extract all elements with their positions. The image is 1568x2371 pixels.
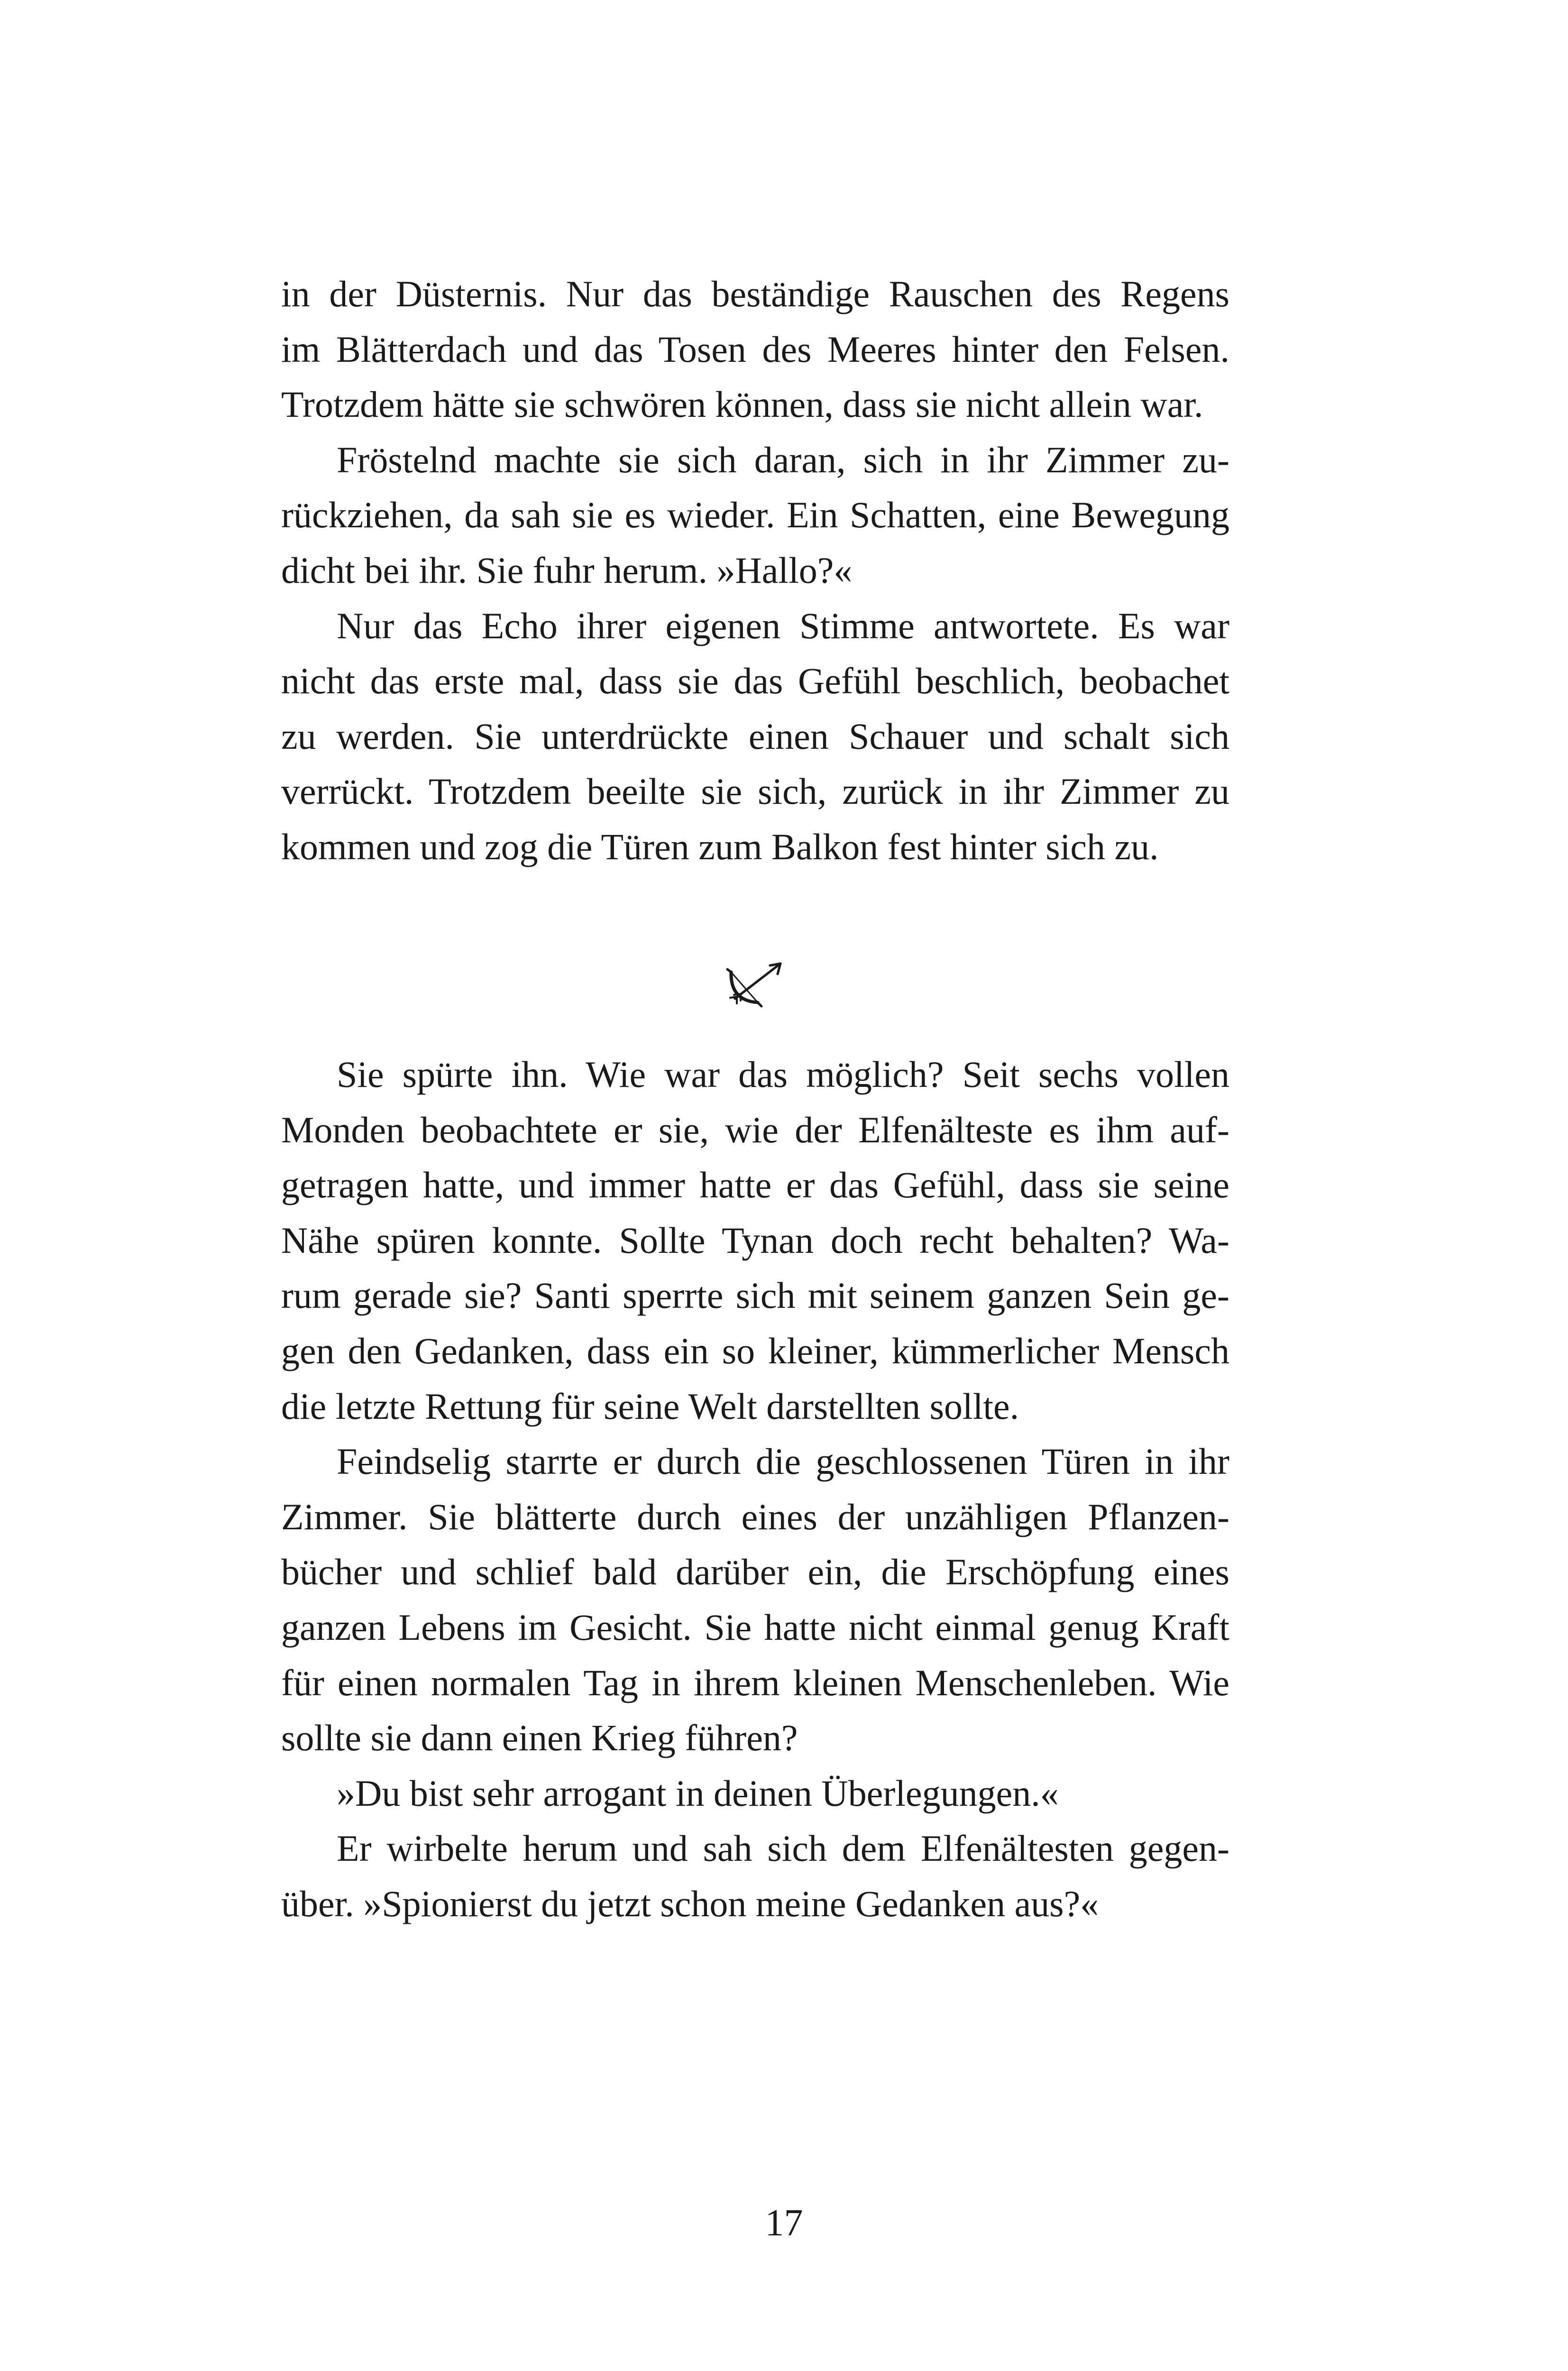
text-line: Monden beobachtete er sie, wie der Elfenälteste es ihm auf- <box>281 1109 1229 1150</box>
text-line: die letzte Rettung für seine Welt darstellten sollte. <box>281 1385 1019 1427</box>
text-line: dicht bei ihr. Sie fuhr herum. »Hallo?« <box>281 549 853 591</box>
bow-and-arrow-icon <box>721 953 792 1015</box>
text-line: Zimmer. Sie blätterte durch eines der unzähligen Pflanzen- <box>281 1496 1229 1537</box>
text-line: Er wirbelte herum und sah sich dem Elfenältesten gegen- <box>337 1828 1229 1869</box>
text-line: kommen und zog die Türen zum Balkon fest hinter sich zu. <box>281 826 1159 867</box>
text-line: Feindselig starrte er durch die geschlossenen Türen in ihr <box>337 1441 1229 1482</box>
text-line: in der Düsternis. Nur das beständige Rauschen des Regens <box>281 273 1229 314</box>
text-line: bücher und schlief bald darüber ein, die Erschöpfung eines <box>281 1551 1229 1593</box>
page-number: 17 <box>765 2202 803 2244</box>
text-line: Trotzdem hätte sie schwören können, dass sie nicht allein war. <box>281 384 1203 425</box>
text-section-2 <box>281 1047 1229 1932</box>
text-line: zu werden. Sie unterdrückte einen Schauer und schalt sich <box>281 715 1229 757</box>
text-line: getragen hatte, und immer hatte er das Gefühl, dass sie seine <box>281 1164 1229 1206</box>
text-line: verrückt. Trotzdem beeilte sie sich, zurück in ihr Zimmer zu <box>281 771 1229 812</box>
text-line: »Du bist sehr arrogant in deinen Überlegungen.« <box>337 1772 1059 1814</box>
text-line: Nähe spüren konnte. Sollte Tynan doch recht behalten? Wa- <box>281 1219 1229 1261</box>
text-line: rum gerade sie? Santi sperrte sich mit seinem ganzen Sein ge- <box>281 1275 1229 1316</box>
text-line: rückziehen, da sah sie es wieder. Ein Schatten, eine Bewegung <box>281 494 1229 536</box>
text-line: ganzen Lebens im Gesicht. Sie hatte nicht einmal genug Kraft <box>281 1606 1229 1648</box>
text-line: Fröstelnd machte sie sich daran, sich in ihr Zimmer zu- <box>337 439 1229 480</box>
text-line: Sie spürte ihn. Wie war das möglich? Seit sechs vollen <box>337 1054 1229 1095</box>
text-line: über. »Spionierst du jetzt schon meine Gedanken aus?« <box>281 1883 1099 1924</box>
text-line: für einen normalen Tag in ihrem kleinen Menschenleben. Wie <box>281 1662 1229 1703</box>
text-section-1 <box>281 267 1229 875</box>
text-line: gen den Gedanken, dass ein so kleiner, kümmerlicher Mensch <box>281 1330 1229 1371</box>
text-line: im Blätterdach und das Tosen des Meeres hinter den Felsen. <box>281 328 1229 370</box>
text-line: nicht das erste mal, dass sie das Gefühl beschlich, beobachet <box>281 660 1229 702</box>
text-line: sollte sie dann einen Krieg führen? <box>281 1717 798 1759</box>
text-line: Nur das Echo ihrer eigenen Stimme antwortete. Es war <box>337 605 1229 646</box>
